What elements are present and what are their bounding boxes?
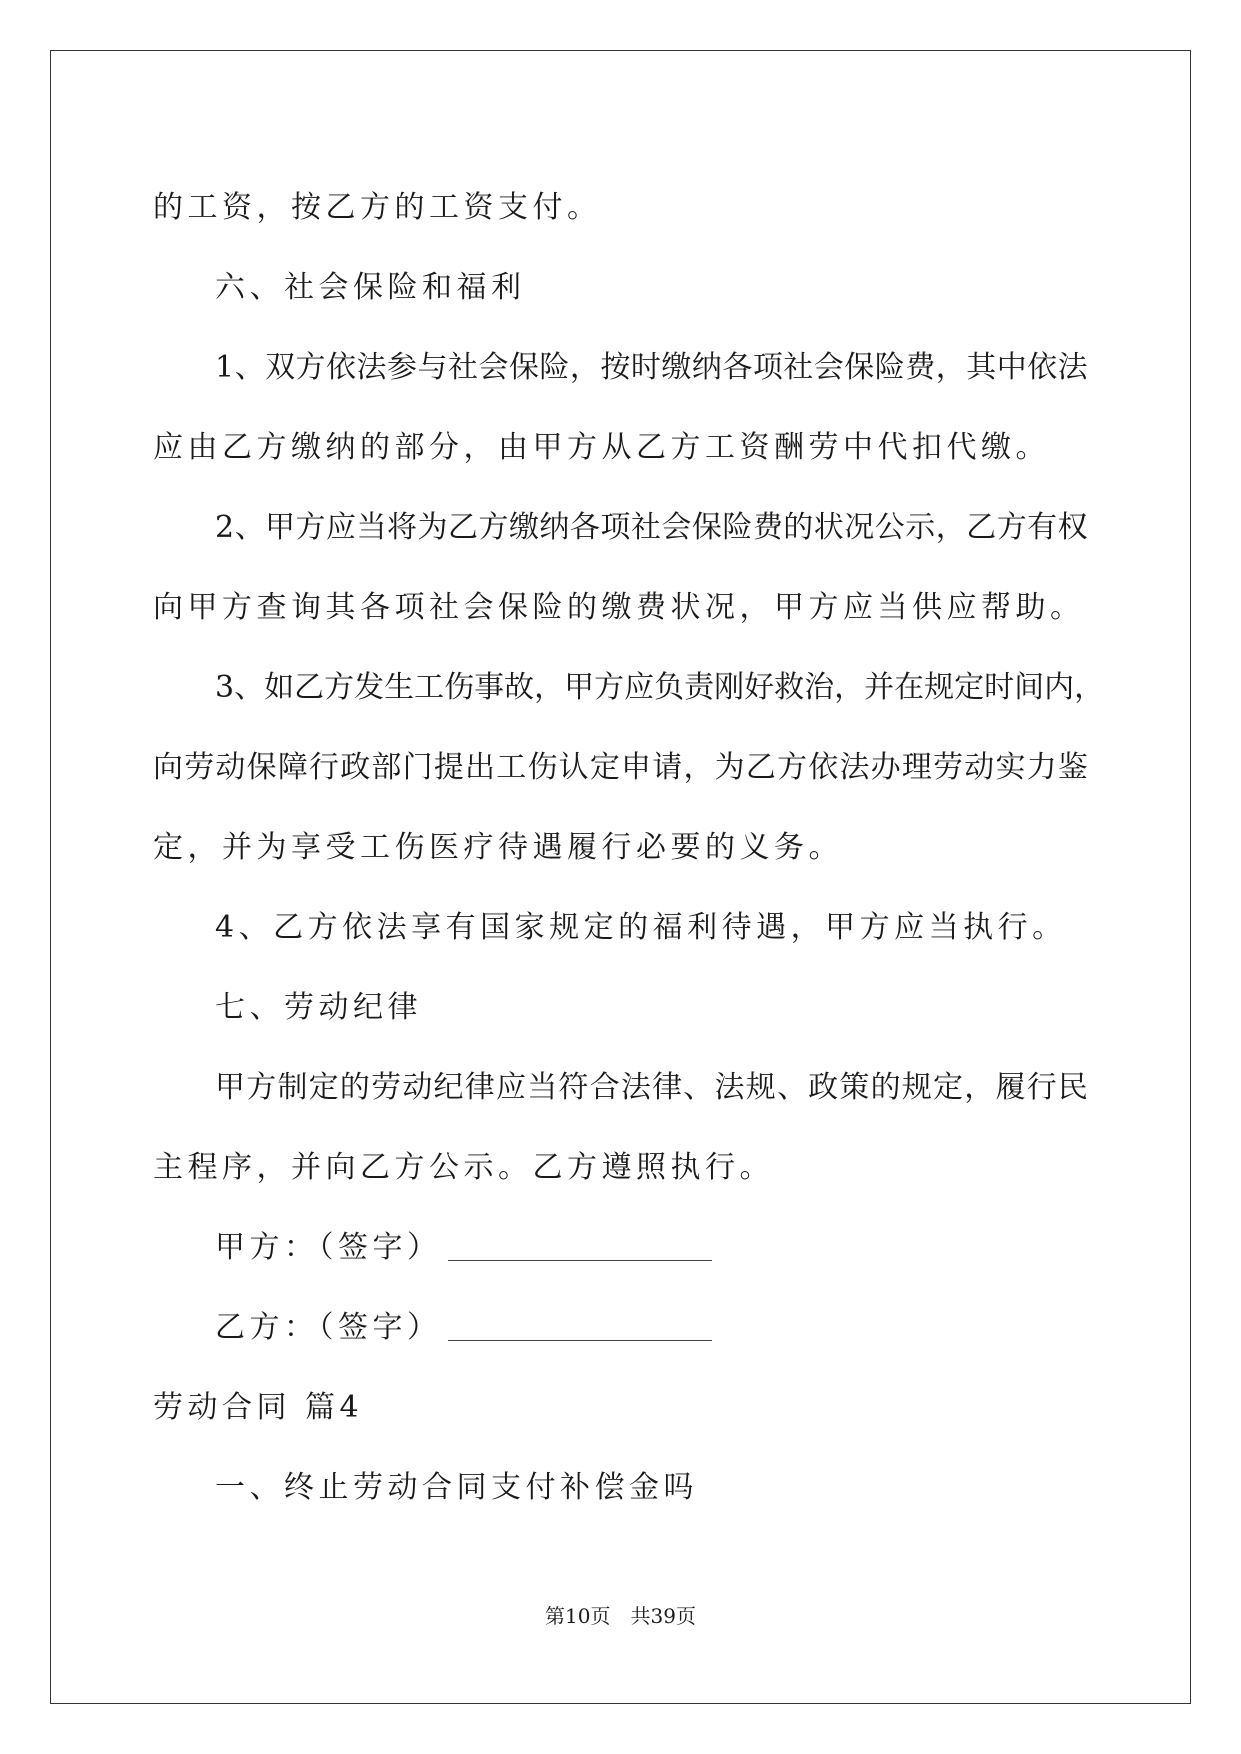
paragraph-line: 1 、 双 方 依 法 参 与 社 会 保 险 ， 按 时 缴 纳 各 项 社 会 保 险 费 ， 其 中 依 法 <box>215 350 1088 385</box>
signature-label-party-b: 乙方：（签字） <box>215 1310 442 1345</box>
page-number-footer: 第10页 共39页 <box>545 1604 696 1628</box>
paragraph-line: 主程序，并向乙方公示。乙方遵照执行。 <box>153 1150 774 1185</box>
signature-blank-party-a <box>448 1230 712 1261</box>
document-body <box>153 168 1105 1528</box>
section-heading-labor-discipline: 七、劳动纪律 <box>215 990 422 1025</box>
section-heading-social-insurance: 六、社会保险和福利 <box>215 270 526 305</box>
section-heading-termination: 一、终止劳动合同支付补偿金吗 <box>215 1470 698 1505</box>
paragraph-line: 2 、 甲 方 应 当 将 为 乙 方 缴 纳 各 项 社 会 保 险 费 的 状 况 公 示 ， 乙 方 有 权 <box>215 510 1088 545</box>
paragraph-line: 向 劳 动 保 障 行 政 部 门 提 出 工 伤 认 定 申 请 ， 为 乙 方 依 法 办 理 劳 动 实 力 鉴 <box>153 750 1088 785</box>
signature-blank-party-b <box>448 1310 712 1341</box>
signature-label-party-a: 甲方：（签字） <box>215 1230 442 1265</box>
signature-party-b <box>153 1288 1088 1368</box>
signature-party-a <box>153 1208 1088 1288</box>
paragraph-line: 向甲方查询其各项社会保险的缴费状况，甲方应当供应帮助。 <box>153 590 1085 625</box>
paragraph-line: 定，并为享受工伤医疗待遇履行必要的义务。 <box>153 830 843 865</box>
paragraph-line: 3 、 如 乙 方 发 生 工 伤 事 故 ， 甲 方 应 负 责 刚 好 救 治 ， 并 在 规 定 时 间 内 ， <box>215 670 1105 705</box>
paragraph-line: 甲 方 制 定 的 劳 动 纪 律 应 当 符 合 法 律 、 法 规 、 政 策 的 规 定 ， 履 行 民 <box>215 1070 1088 1105</box>
paragraph-line: 应由乙方缴纳的部分，由甲方从乙方工资酬劳中代扣代缴。 <box>153 430 1050 465</box>
paragraph-line: 的工资，按乙方的工资支付。 <box>153 190 602 225</box>
paragraph-line: 4、乙方依法享有国家规定的福利待遇，甲方应当执行。 <box>215 910 1067 945</box>
section-title: 劳动合同 篇4 <box>153 1390 364 1425</box>
